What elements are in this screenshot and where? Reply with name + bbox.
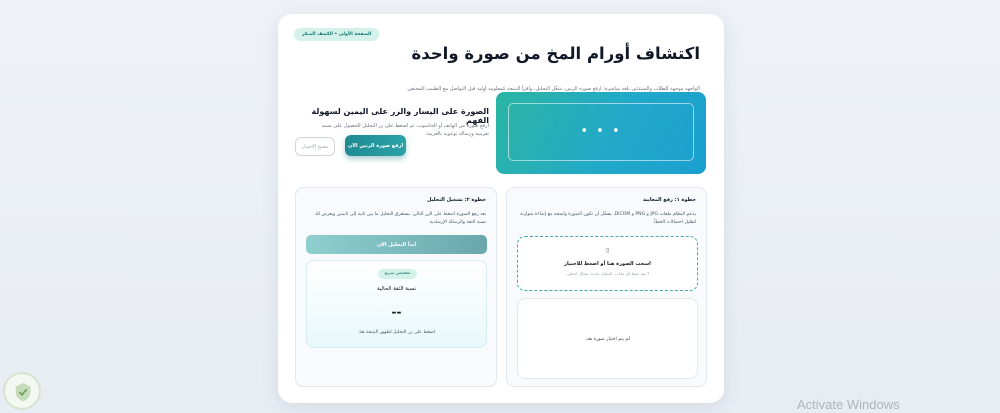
- intro-description: ارفع صورة من الهاتف أو الحاسوب، ثم اضغط على زر التحليل للحصول على نسبة تقريبية ورسالة توعوية بالعربية.: [321, 123, 489, 137]
- page-badge: الصفحة الأولى • الكشف المبكر: [294, 28, 379, 41]
- activation-watermark: Activate Windows: [797, 397, 900, 412]
- upload-icon: ⇧: [604, 247, 611, 255]
- upload-mri-button[interactable]: ارفع صورة الرنين الآن: [345, 135, 406, 156]
- upload-panel: [506, 187, 707, 387]
- hero-banner: [496, 92, 706, 174]
- upload-step-description: يدعم النظام ملفات JPG و PNG و DICOM، يفضّل أن تكون الصورة واضحة مع إضاءة متوازنة لتقليل احتمالات الخطأ.: [520, 212, 696, 225]
- clear-selection-button[interactable]: مسح الاختيار: [295, 137, 335, 156]
- confidence-value: --: [391, 305, 402, 319]
- image-preview: لم يتم اختيار صورة بعد.: [517, 298, 698, 379]
- intro-title: الصورة على اليسار والزر على اليمين لسهولة الفهم: [311, 107, 489, 125]
- hero-placeholder: • • •: [508, 103, 694, 161]
- confidence-label: نسبة الثقة الحالية: [376, 286, 417, 292]
- page-title: اكتشاف أورام المخ من صورة واحدة: [411, 44, 700, 63]
- analyze-panel: [295, 187, 497, 387]
- page-subtitle: الواجهة موجهة للطلاب والمبتدئين بلغة مباشرة: ارفع صورة الرنين، شغّل التحليل، واقرأ النتيجة كمعلومة أولية قبل التواصل مع الطبيب المختص.: [406, 86, 700, 92]
- main-card: [278, 14, 724, 403]
- start-analysis-button[interactable]: ابدأ التحليل الآن: [306, 235, 487, 254]
- result-card: [306, 260, 487, 348]
- dropzone-hint: لا يتم حفظ أي بيانات، التحليل يحدث بشكل لحظي.: [565, 271, 650, 276]
- shield-logo-icon: [3, 372, 41, 410]
- upload-step-title: خطوة ١: رفع المعاينة: [642, 197, 696, 203]
- analyze-step-title: خطوة ٢: تشغيل التحليل: [427, 197, 486, 203]
- dropzone-title: اسحب الصورة هنا أو اضغط للاختيار: [564, 261, 651, 267]
- analyze-step-description: بعد رفع الصورة اضغط على الزر التالي. يستغرق التحليل ما بين ثانية إلى ثانيتين ويعرض لك نسبة الثقة والرسالة الإرشادية.: [314, 212, 486, 225]
- result-hint: اضغط على زر التحليل لظهور النتيجة هنا.: [357, 330, 436, 335]
- shield-icon: [12, 381, 34, 403]
- status-chip: متحمس سريع: [378, 269, 417, 279]
- file-dropzone[interactable]: [517, 236, 698, 291]
